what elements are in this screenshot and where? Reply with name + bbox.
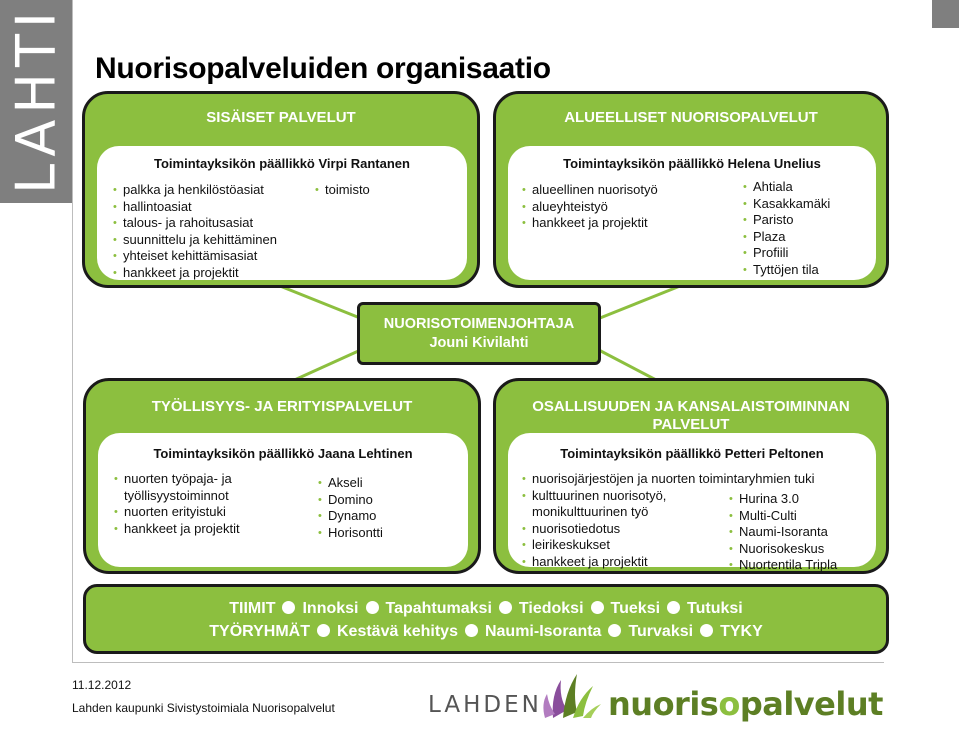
bullet-icon	[499, 601, 512, 614]
page-title: Nuorisopalveluiden organisaatio	[95, 52, 551, 85]
footer-org: Lahden kaupunki Sivistystoimiala Nuorisopalvelut	[72, 701, 335, 715]
list-item: • Domino	[318, 492, 383, 509]
list-item: • Kasakkamäki	[743, 196, 830, 213]
regional-services-box	[493, 91, 889, 288]
teams-row-2	[86, 623, 886, 641]
director-title: NUORISOTOIMENJOHTAJA	[383, 316, 575, 332]
participation-services-box	[493, 378, 889, 574]
connector-top-right	[595, 286, 680, 320]
list-item: • nuorten työpaja- ja	[114, 471, 240, 488]
employment-items-list	[114, 471, 240, 537]
nuorisopalvelut-logo	[428, 670, 888, 726]
regional-manager: Toimintayksikön päällikkö Helena Unelius	[563, 156, 821, 171]
list-item: • palkka ja henkilöstöasiat	[113, 182, 277, 199]
logo-word-nuorisopalvelut	[608, 685, 883, 723]
logo-part: o	[718, 685, 740, 723]
employment-services-panel	[98, 433, 468, 567]
list-item: • Multi-Culti	[729, 508, 837, 525]
list-item: • kulttuurinen nuorisotyö,	[522, 488, 815, 505]
participation-services-panel	[508, 433, 876, 573]
list-item: • suunnittelu ja kehittäminen	[113, 232, 277, 249]
regional-services-panel	[508, 146, 876, 280]
employment-services-box	[83, 378, 481, 574]
list-item: • hankkeet ja projektit	[522, 554, 815, 571]
team-item: Tiedoksi	[518, 600, 584, 617]
list-item: • hankkeet ja projektit	[114, 521, 240, 538]
participation-heading-line2: PALVELUT	[652, 416, 730, 433]
bullet-icon	[608, 624, 621, 637]
logo-part: nuoris	[608, 685, 719, 723]
participation-heading-line1: OSALLISUUDEN JA KANSALAISTOIMINNAN	[532, 398, 850, 415]
internal-items-list	[113, 182, 277, 282]
list-item: • alueyhteistyö	[522, 199, 658, 216]
list-item: monikulttuurinen työ	[532, 504, 649, 520]
list-item: • Profiili	[743, 245, 830, 262]
director-name: Jouni Kivilahti	[429, 335, 529, 351]
internal-services-box	[82, 91, 480, 288]
list-item: • Horisontti	[318, 525, 383, 542]
flame-icon	[533, 670, 603, 720]
list-item: • Paristo	[743, 212, 830, 229]
team-item: Tapahtumaksi	[385, 600, 492, 617]
team-item: Tueksi	[610, 600, 661, 617]
bullet-icon	[700, 624, 713, 637]
team-item: Innoksi	[302, 600, 359, 617]
teams-label: TIIMIT	[229, 600, 276, 617]
regional-items-list	[522, 182, 658, 232]
list-item: • nuorisotiedotus	[522, 521, 815, 538]
internal-manager: Toimintayksikön päällikkö Virpi Rantanen	[154, 156, 410, 171]
list-item: • Nuortentila Tripla	[729, 557, 837, 574]
connector-bottom-right	[595, 348, 660, 382]
list-item: • nuorisojärjestöjen ja nuorten toimintaryhmien tuki	[522, 471, 815, 488]
regional-side-list	[743, 179, 830, 279]
employment-manager: Toimintayksikön päällikkö Jaana Lehtinen	[153, 446, 413, 461]
director-box	[357, 302, 601, 365]
list-item: • hallintoasiat	[113, 199, 277, 216]
team-item: Turvaksi	[628, 623, 694, 640]
list-item: • hankkeet ja projektit	[113, 265, 277, 282]
regional-services-heading: ALUEELLISET NUORISOPALVELUT	[564, 109, 818, 126]
list-item: • Akseli	[318, 475, 383, 492]
list-item: • leirikeskukset	[522, 537, 815, 554]
bullet-icon	[591, 601, 604, 614]
list-item: • Plaza	[743, 229, 830, 246]
participation-side-list	[729, 491, 837, 574]
bullet-icon	[465, 624, 478, 637]
bullet-icon	[282, 601, 295, 614]
team-item: TYKY	[720, 623, 763, 640]
list-item: • Tyttöjen tila	[743, 262, 830, 279]
list-item: • Ahtiala	[743, 179, 830, 196]
logo-part: palvelut	[739, 685, 883, 723]
internal-services-panel	[97, 146, 467, 280]
participation-services-heading	[496, 398, 886, 434]
list-item: • yhteiset kehittämisasiat	[113, 248, 277, 265]
team-item: Naumi-Isoranta	[484, 623, 602, 640]
footer-date: 11.12.2012	[72, 678, 132, 692]
teams-box	[83, 584, 889, 654]
team-item: Tutuksi	[687, 600, 743, 617]
list-item: • Naumi-Isoranta	[729, 524, 837, 541]
logo-word-lahden: LAHDEN	[428, 692, 542, 718]
list-item: • talous- ja rahoitusasiat	[113, 215, 277, 232]
list-item: • alueellinen nuorisotyö	[522, 182, 658, 199]
workgroups-label: TYÖRYHMÄT	[209, 623, 310, 640]
teams-row-1	[86, 600, 886, 618]
list-item: • Nuorisokeskus	[729, 541, 837, 558]
connector-top-left	[280, 286, 365, 320]
list-item: • Hurina 3.0	[729, 491, 837, 508]
connector-bottom-left	[290, 348, 365, 382]
employment-services-heading: TYÖLLISYYS- JA ERITYISPALVELUT	[151, 398, 413, 415]
team-item: Kestävä kehitys	[337, 623, 458, 640]
participation-manager: Toimintayksikön päällikkö Petteri Peltonen	[560, 446, 824, 461]
bullet-icon	[366, 601, 379, 614]
employment-side-list	[318, 475, 383, 541]
bullet-icon	[667, 601, 680, 614]
list-item: • Dynamo	[318, 508, 383, 525]
list-item: • nuorten erityistuki	[114, 504, 240, 521]
list-item: • toimisto	[315, 182, 370, 199]
list-item: työllisyystoiminnot	[124, 487, 229, 503]
list-item: • hankkeet ja projektit	[522, 215, 658, 232]
internal-side-list	[315, 182, 370, 199]
bullet-icon	[317, 624, 330, 637]
brand-logo-text: LAHTI	[4, 6, 68, 194]
internal-services-heading: SISÄISET PALVELUT	[206, 109, 356, 126]
